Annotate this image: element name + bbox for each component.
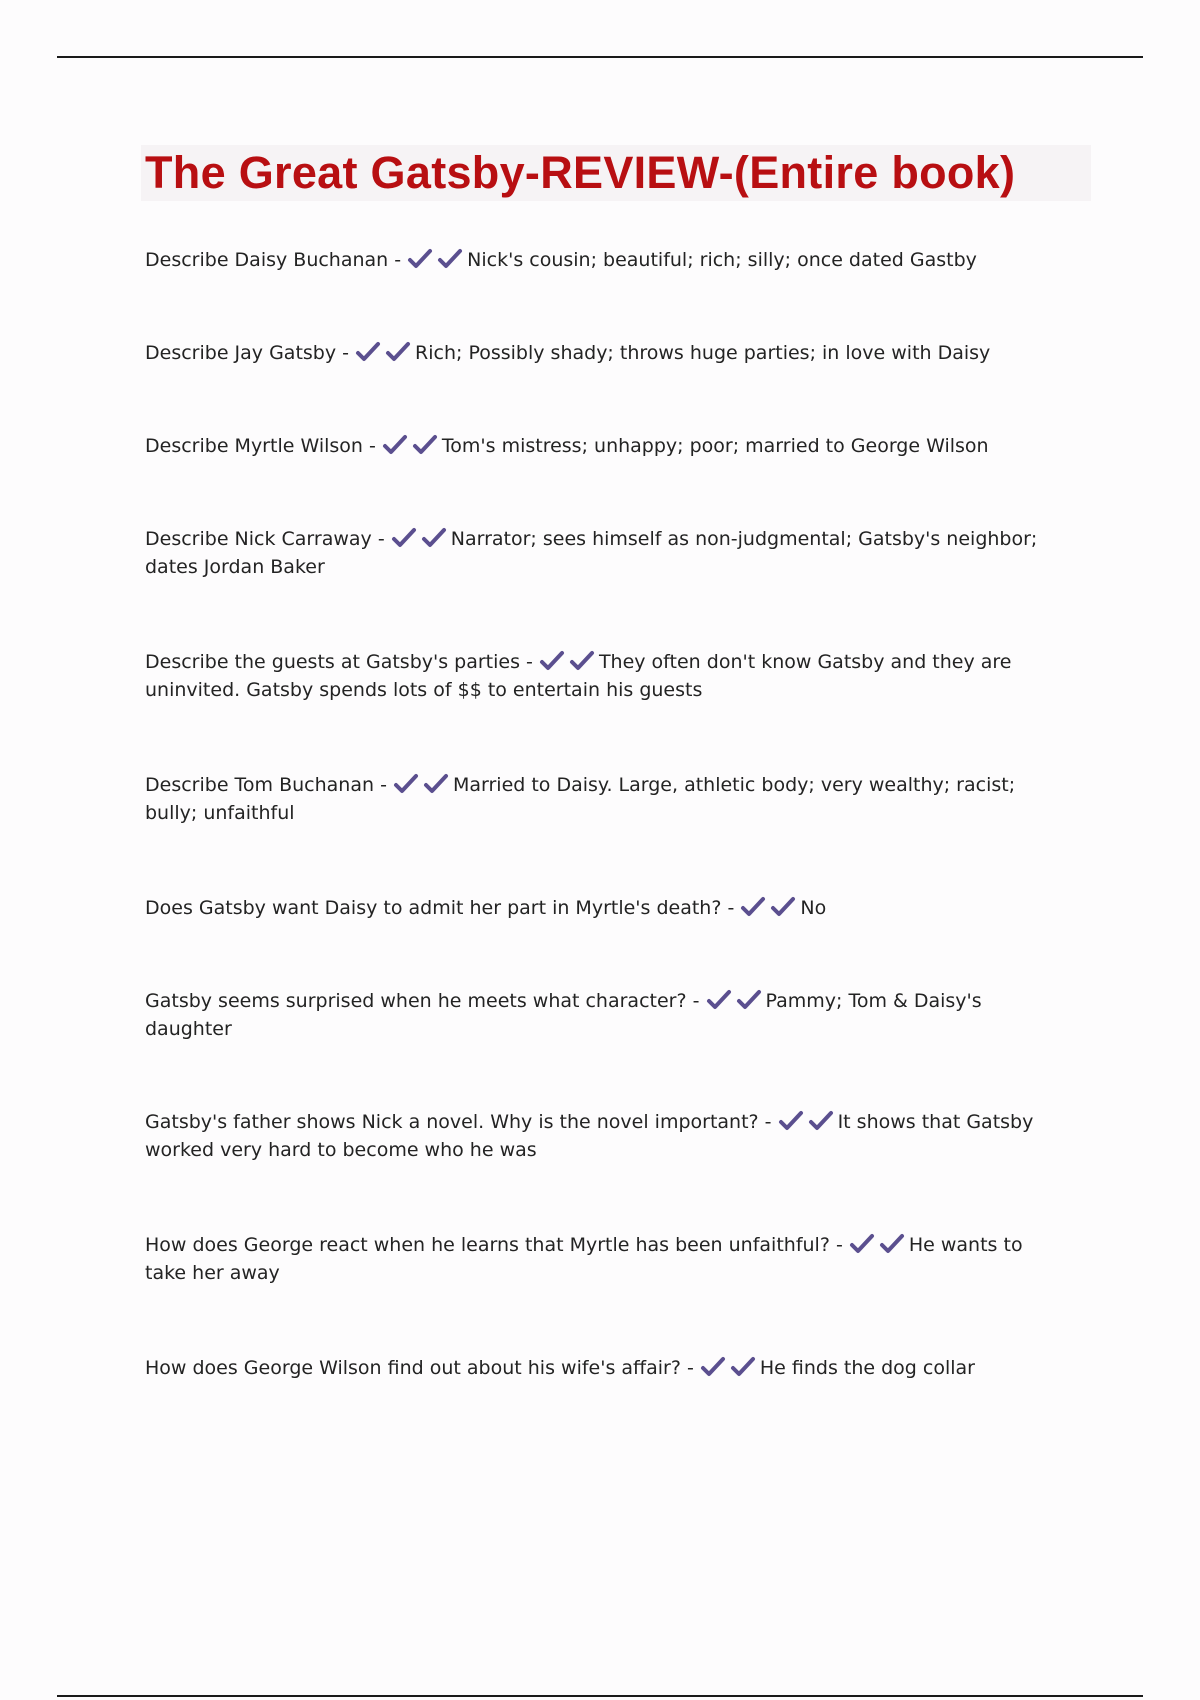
checkmark-icon bbox=[706, 989, 732, 1011]
answer-text: Rich; Possibly shady; throws huge parties; in love with Daisy bbox=[415, 342, 991, 364]
checkmark-icon bbox=[730, 1356, 756, 1378]
answer-text: Nick's cousin; beautiful; rich; silly; once dated Gastby bbox=[467, 249, 977, 271]
answer-text: Married to Daisy. Large, athletic body; very wealthy; racist; bully; unfaithful bbox=[145, 774, 1016, 824]
checkmark-icon bbox=[355, 341, 381, 363]
checkmark-icon bbox=[740, 896, 766, 918]
checkmark-icon bbox=[382, 434, 408, 456]
checkmark-icon bbox=[407, 248, 433, 270]
qa-item bbox=[145, 771, 1065, 827]
checkmark-icon bbox=[437, 248, 463, 270]
checkmark-icon bbox=[385, 341, 411, 363]
checkmark-icon bbox=[700, 1356, 726, 1378]
qa-item bbox=[145, 1354, 1065, 1382]
checkmark-icon bbox=[412, 434, 438, 456]
question-text: How does George Wilson find out about his wife's affair? - bbox=[145, 1357, 700, 1379]
answer-text: It shows that Gatsby worked very hard to become who he was bbox=[145, 1111, 1034, 1161]
qa-item bbox=[145, 987, 1065, 1043]
checkmark-icon bbox=[421, 527, 447, 549]
answer-text: He finds the dog collar bbox=[759, 1357, 975, 1379]
checkmark-icon bbox=[778, 1110, 804, 1132]
checkmark-icon bbox=[391, 527, 417, 549]
checkmark-icon bbox=[539, 650, 565, 672]
answer-text: No bbox=[800, 897, 827, 919]
bottom-rule bbox=[57, 1695, 1143, 1697]
document-title: The Great Gatsby-REVIEW-(Entire book) bbox=[145, 147, 1016, 198]
checkmark-icon bbox=[879, 1233, 905, 1255]
qa-item bbox=[145, 648, 1065, 704]
checkmark-icon bbox=[423, 773, 449, 795]
qa-item bbox=[145, 339, 1065, 367]
top-rule bbox=[57, 56, 1143, 58]
checkmark-icon bbox=[569, 650, 595, 672]
question-text: Describe Jay Gatsby - bbox=[145, 342, 356, 364]
answer-text: Narrator; sees himself as non-judgmental; Gatsby's neighbor; dates Jordan Baker bbox=[145, 528, 1038, 578]
question-text: Describe Daisy Buchanan - bbox=[145, 249, 408, 271]
answer-text: Tom's mistress; unhappy; poor; married to George Wilson bbox=[441, 435, 989, 457]
qa-list bbox=[145, 246, 1065, 1447]
question-text: Describe Myrtle Wilson - bbox=[145, 435, 382, 457]
answer-text: He wants to take her away bbox=[145, 1234, 1023, 1284]
answer-text: Pammy; Tom & Daisy's daughter bbox=[145, 990, 982, 1040]
question-text: Describe the guests at Gatsby's parties - bbox=[145, 651, 539, 673]
qa-item bbox=[145, 525, 1065, 581]
question-text: How does George react when he learns that Myrtle has been unfaithful? - bbox=[145, 1234, 849, 1256]
checkmark-icon bbox=[849, 1233, 875, 1255]
checkmark-icon bbox=[736, 989, 762, 1011]
qa-item bbox=[145, 1231, 1065, 1287]
question-text: Gatsby's father shows Nick a novel. Why is the novel important? - bbox=[145, 1111, 778, 1133]
checkmark-icon bbox=[393, 773, 419, 795]
checkmark-icon bbox=[808, 1110, 834, 1132]
qa-item bbox=[145, 432, 1065, 460]
checkmark-icon bbox=[770, 896, 796, 918]
qa-item bbox=[145, 894, 1065, 922]
question-text: Describe Tom Buchanan - bbox=[145, 774, 393, 796]
question-text: Does Gatsby want Daisy to admit her part in Myrtle's death? - bbox=[145, 897, 741, 919]
question-text: Gatsby seems surprised when he meets what character? - bbox=[145, 990, 706, 1012]
answer-text: They often don't know Gatsby and they are uninvited. Gatsby spends lots of $$ to entertain his guests bbox=[145, 651, 1012, 701]
title-banner bbox=[141, 145, 1091, 201]
question-text: Describe Nick Carraway - bbox=[145, 528, 391, 550]
qa-item bbox=[145, 1108, 1065, 1164]
qa-item bbox=[145, 246, 1065, 274]
